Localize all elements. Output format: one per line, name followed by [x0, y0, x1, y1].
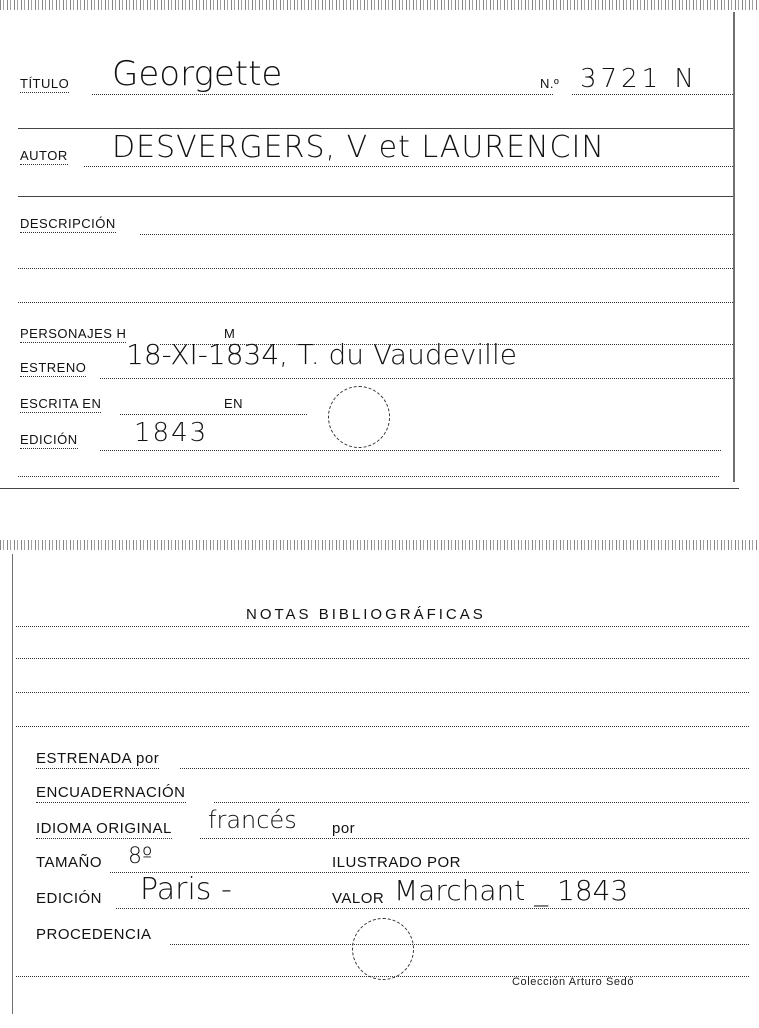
autor-line: [84, 166, 733, 167]
ilustrado-label: ILUSTRADO POR: [332, 854, 462, 871]
procedencia-label: PROCEDENCIA: [36, 926, 152, 943]
tamano-value: 8º: [128, 844, 153, 869]
notas-line-4: [16, 726, 749, 727]
tamano-label: TAMAÑO: [36, 854, 103, 871]
estreno-label: ESTRENO: [20, 360, 87, 375]
titulo-label: TÍTULO: [20, 76, 70, 91]
card-top-edge: [0, 0, 759, 10]
coleccion-footer: Colección Arturo Sedó: [512, 976, 635, 988]
escrita-en-label: ESCRITA EN: [20, 396, 102, 411]
notas-line-3: [16, 692, 749, 693]
notas-line-2: [16, 658, 749, 659]
notas-heading: NOTAS BIBLIOGRÁFICAS: [246, 606, 486, 623]
escrita-en-line: [120, 414, 307, 415]
edicion-line: [116, 908, 749, 909]
encuadernacion-line: [214, 802, 749, 803]
estrenada-label: ESTRENADA por: [36, 750, 160, 767]
idioma-label: IDIOMA ORIGINAL: [36, 820, 172, 837]
card-bottom-rule: [0, 488, 739, 489]
card-top-edge: [0, 540, 759, 550]
estreno-line: [100, 378, 733, 379]
numero-label: N.º: [540, 76, 560, 91]
numero-value: 3721 N: [580, 64, 698, 94]
descripcion-line-3: [18, 302, 733, 303]
punch-hole: [352, 918, 414, 980]
bottom-dotted-line: [16, 976, 749, 977]
valor-value: Marchant _ 1843: [394, 874, 629, 907]
descripcion-label: DESCRIPCIÓN: [20, 216, 116, 231]
autor-value: DESVERGERS, V et LAURENCIN: [112, 130, 605, 165]
idioma-por-label: por: [332, 820, 356, 837]
estrenada-line: [180, 768, 749, 769]
numero-line: [572, 94, 733, 95]
edicion-label: EDICIÓN: [20, 432, 78, 447]
notas-line-1: [16, 626, 749, 627]
estreno-value: 18-XI-1834, T. du Vaudeville: [126, 338, 517, 371]
titulo-value: Georgette: [112, 54, 283, 94]
bottom-dotted-line: [18, 476, 719, 477]
punch-hole: [328, 386, 390, 448]
encuadernacion-label: ENCUADERNACIÓN: [36, 784, 186, 801]
personajes-m-label: M: [224, 326, 236, 341]
autor-label: AUTOR: [20, 148, 68, 163]
descripcion-line-1: [140, 234, 733, 235]
edicion-line: [100, 450, 721, 451]
escrita-en2-label: EN: [224, 396, 244, 411]
rule: [18, 128, 733, 129]
personajes-label: PERSONAJES H: [20, 326, 127, 341]
valor-label: VALOR: [332, 890, 385, 907]
edicion-value: Paris -: [140, 872, 232, 907]
rule: [18, 196, 733, 197]
idioma-line: [200, 838, 749, 839]
catalog-card-back: [0, 540, 759, 1028]
idioma-value: francés: [208, 806, 297, 834]
catalog-card-front: [0, 0, 759, 495]
descripcion-line-2: [18, 268, 733, 269]
procedencia-line: [170, 944, 749, 945]
card-right-edge: [733, 12, 735, 482]
edicion-value: 1843: [134, 418, 209, 448]
card-left-edge: [12, 554, 13, 1014]
edicion-label: EDICIÓN: [36, 890, 103, 907]
titulo-line: [92, 94, 553, 95]
